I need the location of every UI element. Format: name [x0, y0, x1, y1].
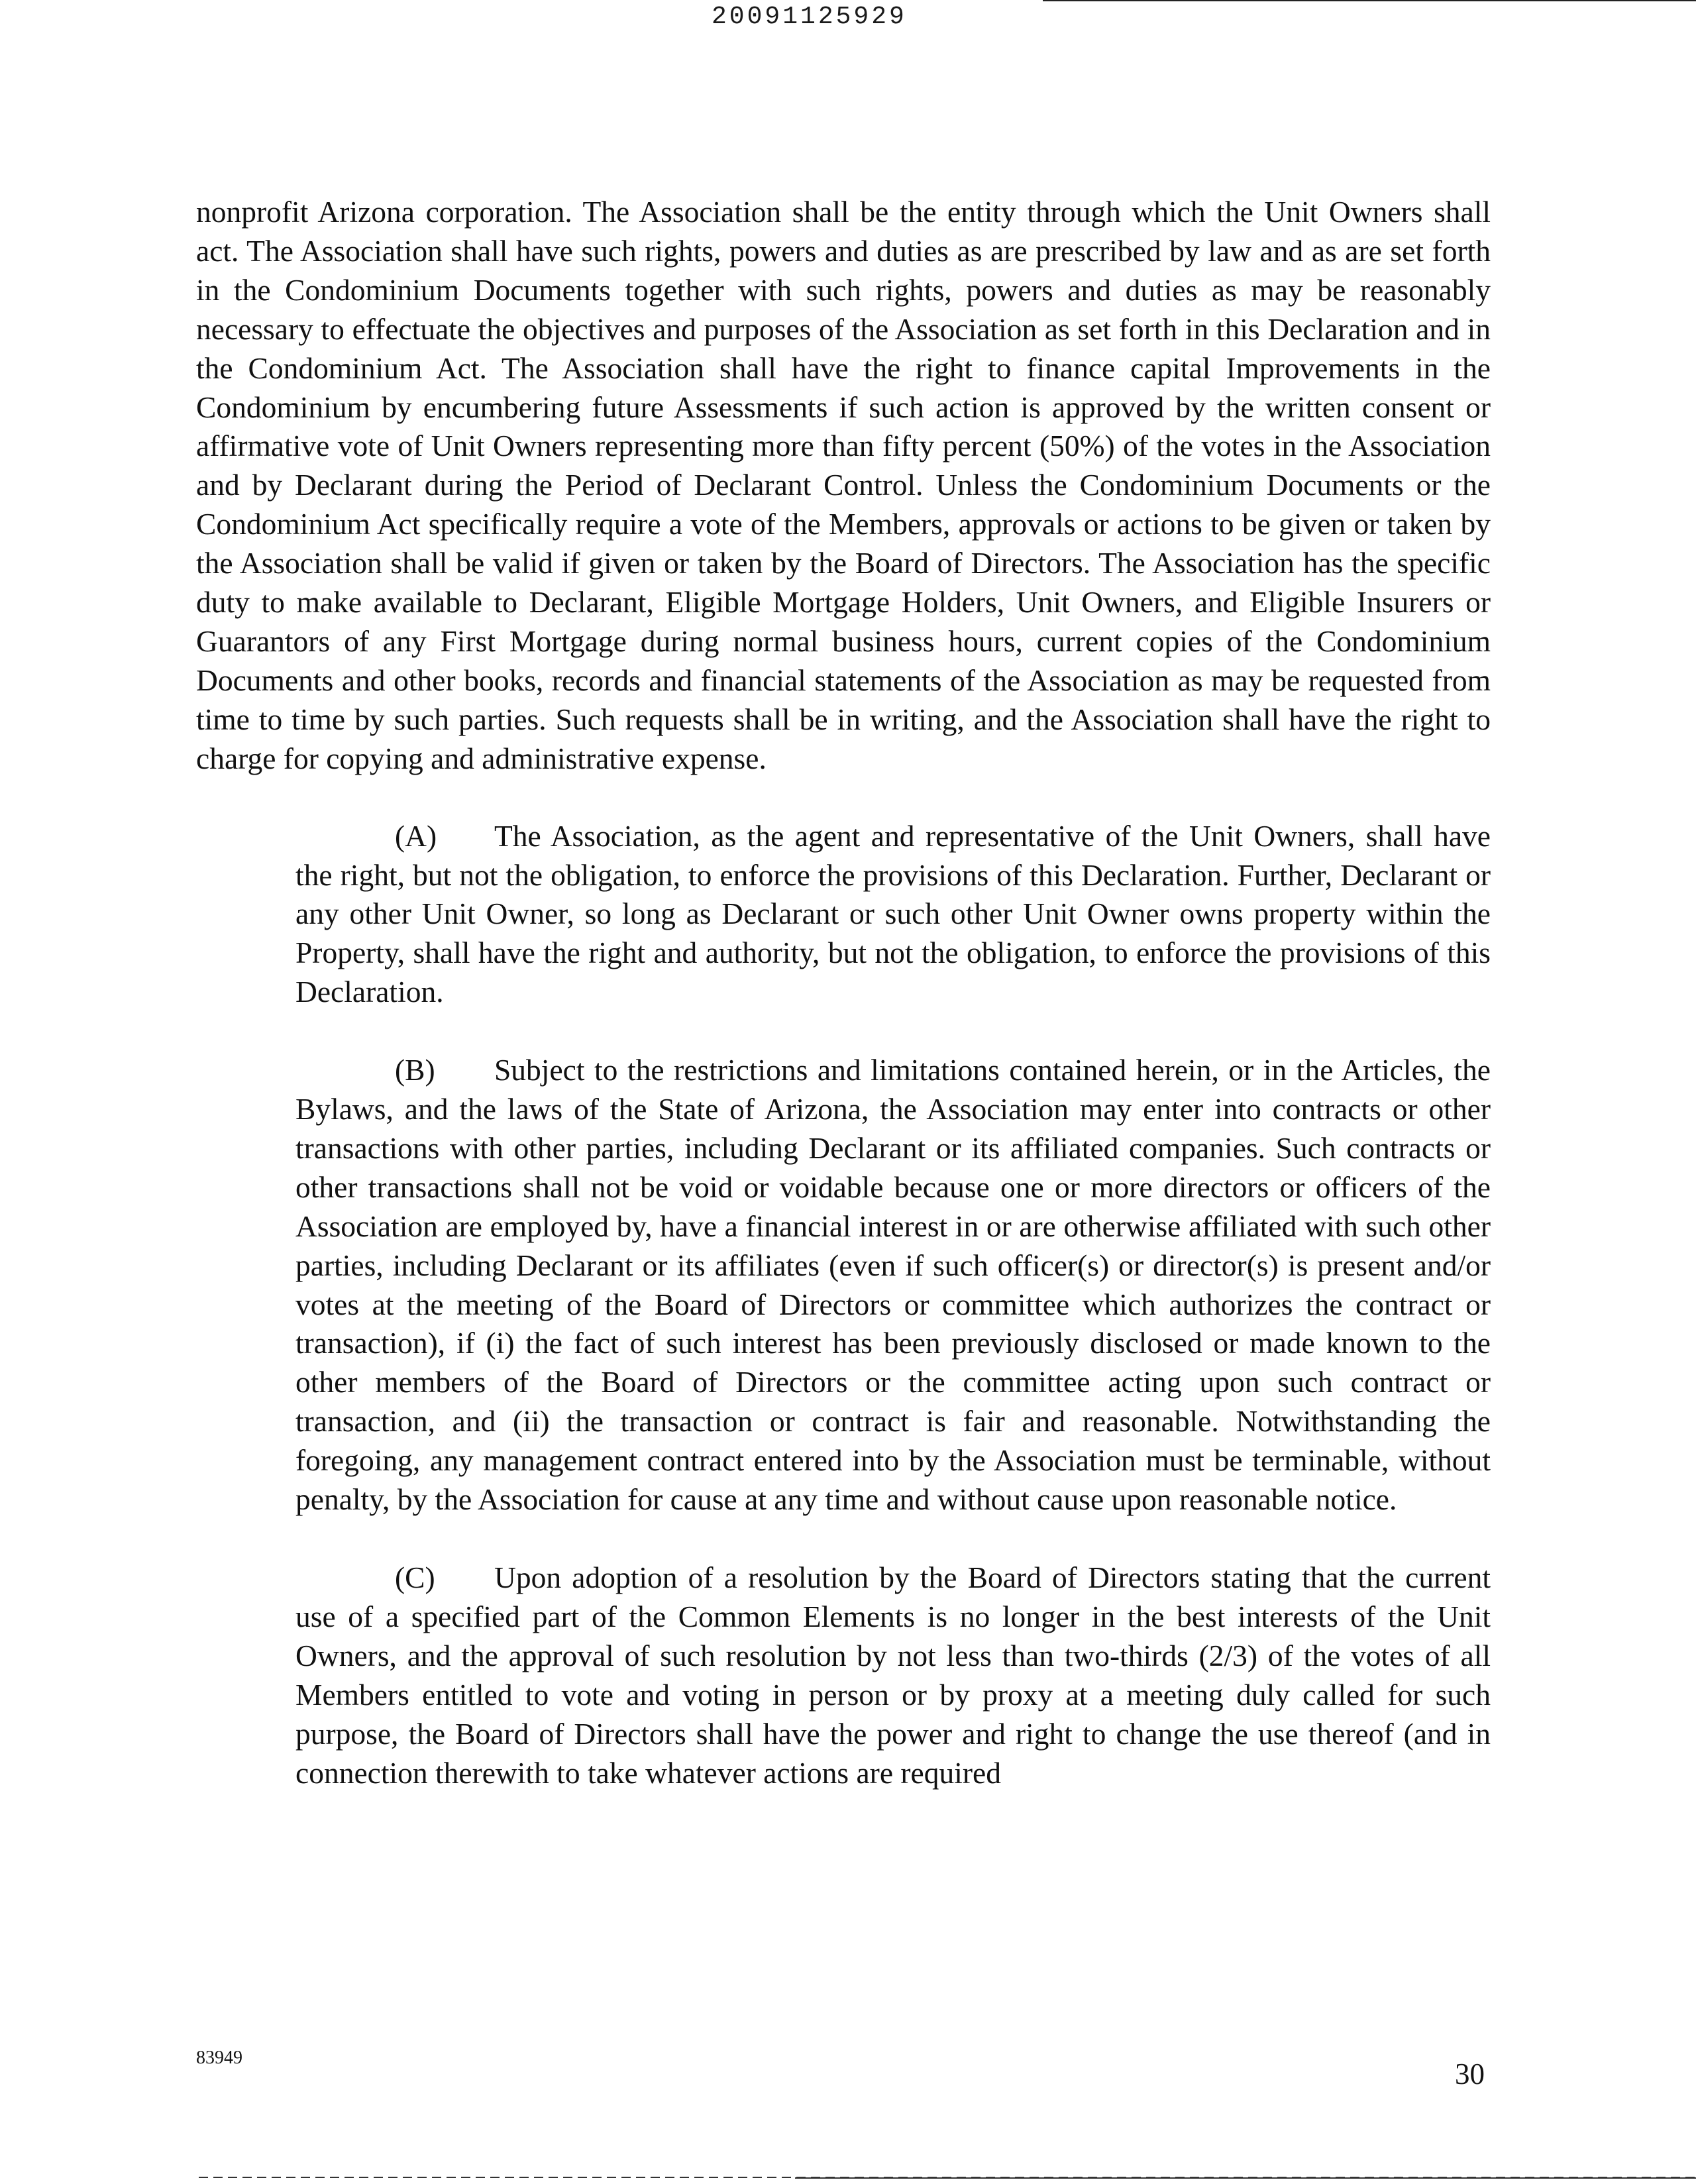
- page-number: 30: [1455, 2057, 1485, 2091]
- subsection-marker: (C): [395, 1560, 435, 1594]
- subsection-marker: (A): [395, 818, 437, 853]
- subsection-text: Subject to the restrictions and limitations contained herein, or in the Articles, the Bylaws, and the laws of the State of Arizona, the Association may enter into contracts or other transactions with other parties, including Declarant or its affiliated companies. Such contracts or other transactions shall not be void or voidable because one or more directors or officers of the Association are employed by, have a financial interest in or are otherwise affiliated with such other parties, including Declarant or its affiliates (even if such officer(s) or director(s) is present and/or votes at the meeting of the Board of Directors or committee which authorizes the contract or transaction), if (i) the fact of such interest has been previously disclosed or made known to the other members of the Board of Directors or the committee acting upon such contract or transaction, and (ii) the transaction or contract is fair and reasonable. Notwithstanding the foregoing, any management contract entered into by the Association must be terminable, without penalty, by the Association for cause at any time and without cause upon reasonable notice.: [295, 1053, 1491, 1517]
- recording-number: 20091125929: [712, 3, 907, 31]
- subsection-c: [295, 1558, 1491, 1792]
- subsection-b: [295, 1051, 1491, 1519]
- document-body: [196, 193, 1491, 1792]
- lead-paragraph: nonprofit Arizona corporation. The Association shall be the entity through which the Unit Owners shall act. The Association shall have such rights, powers and duties as are prescribed by law and as are set forth in the Condominium Documents together with such rights, powers and duties as may be reasonably necessary to effectuate the objectives and purposes of the Association as set forth in this Declaration and in the Condominium Act. The Association shall have the right to finance capital Improvements in the Condominium by encumbering future Assessments if such action is approved by the written consent or affirmative vote of Unit Owners representing more than fifty percent (50%) of the votes in the Association and by Declarant during the Period of Declarant Control. Unless the Condominium Documents or the Condominium Act specifically require a vote of the Members, approvals or actions to be given or taken by the Association shall be valid if given or taken by the Board of Directors. The Association has the specific duty to make available to Declarant, Eligible Mortgage Holders, Unit Owners, and Eligible Insurers or Guarantors of any First Mortgage during normal business hours, current copies of the Condominium Documents and other books, records and financial statements of the Association as may be requested from time to time by such parties. Such requests shall be in writing, and the Association shall have the right to charge for copying and administrative expense.: [196, 195, 1491, 775]
- subsection-text: Upon adoption of a resolution by the Board of Directors stating that the current use of a specified part of the Common Elements is no longer in the best interests of the Unit Owners, and the approval of such resolution by not less than two-thirds (2/3) of the votes of all Members entitled to vote and voting in person or by proxy at a meeting duly called for such purpose, the Board of Directors shall have the power and right to change the use thereof (and in connection therewith to take whatever actions are required: [295, 1560, 1491, 1790]
- subsection-list: [295, 817, 1491, 1793]
- document-code: 83949: [196, 2048, 242, 2068]
- header-rule: [1043, 0, 1696, 1]
- subsection-a: [295, 817, 1491, 1012]
- subsection-marker: (B): [395, 1053, 435, 1087]
- subsection-text: The Association, as the agent and representative of the Unit Owners, shall have the right, but not the obligation, to enforce the provisions of this Declaration. Further, Declarant or any other Unit Owner, so long as Declarant or such other Unit Owner owns property within the Property, shall have the right and authority, but not the obligation, to enforce the provisions of this Declaration.: [295, 818, 1491, 1009]
- footer-rule: [795, 2177, 1696, 2179]
